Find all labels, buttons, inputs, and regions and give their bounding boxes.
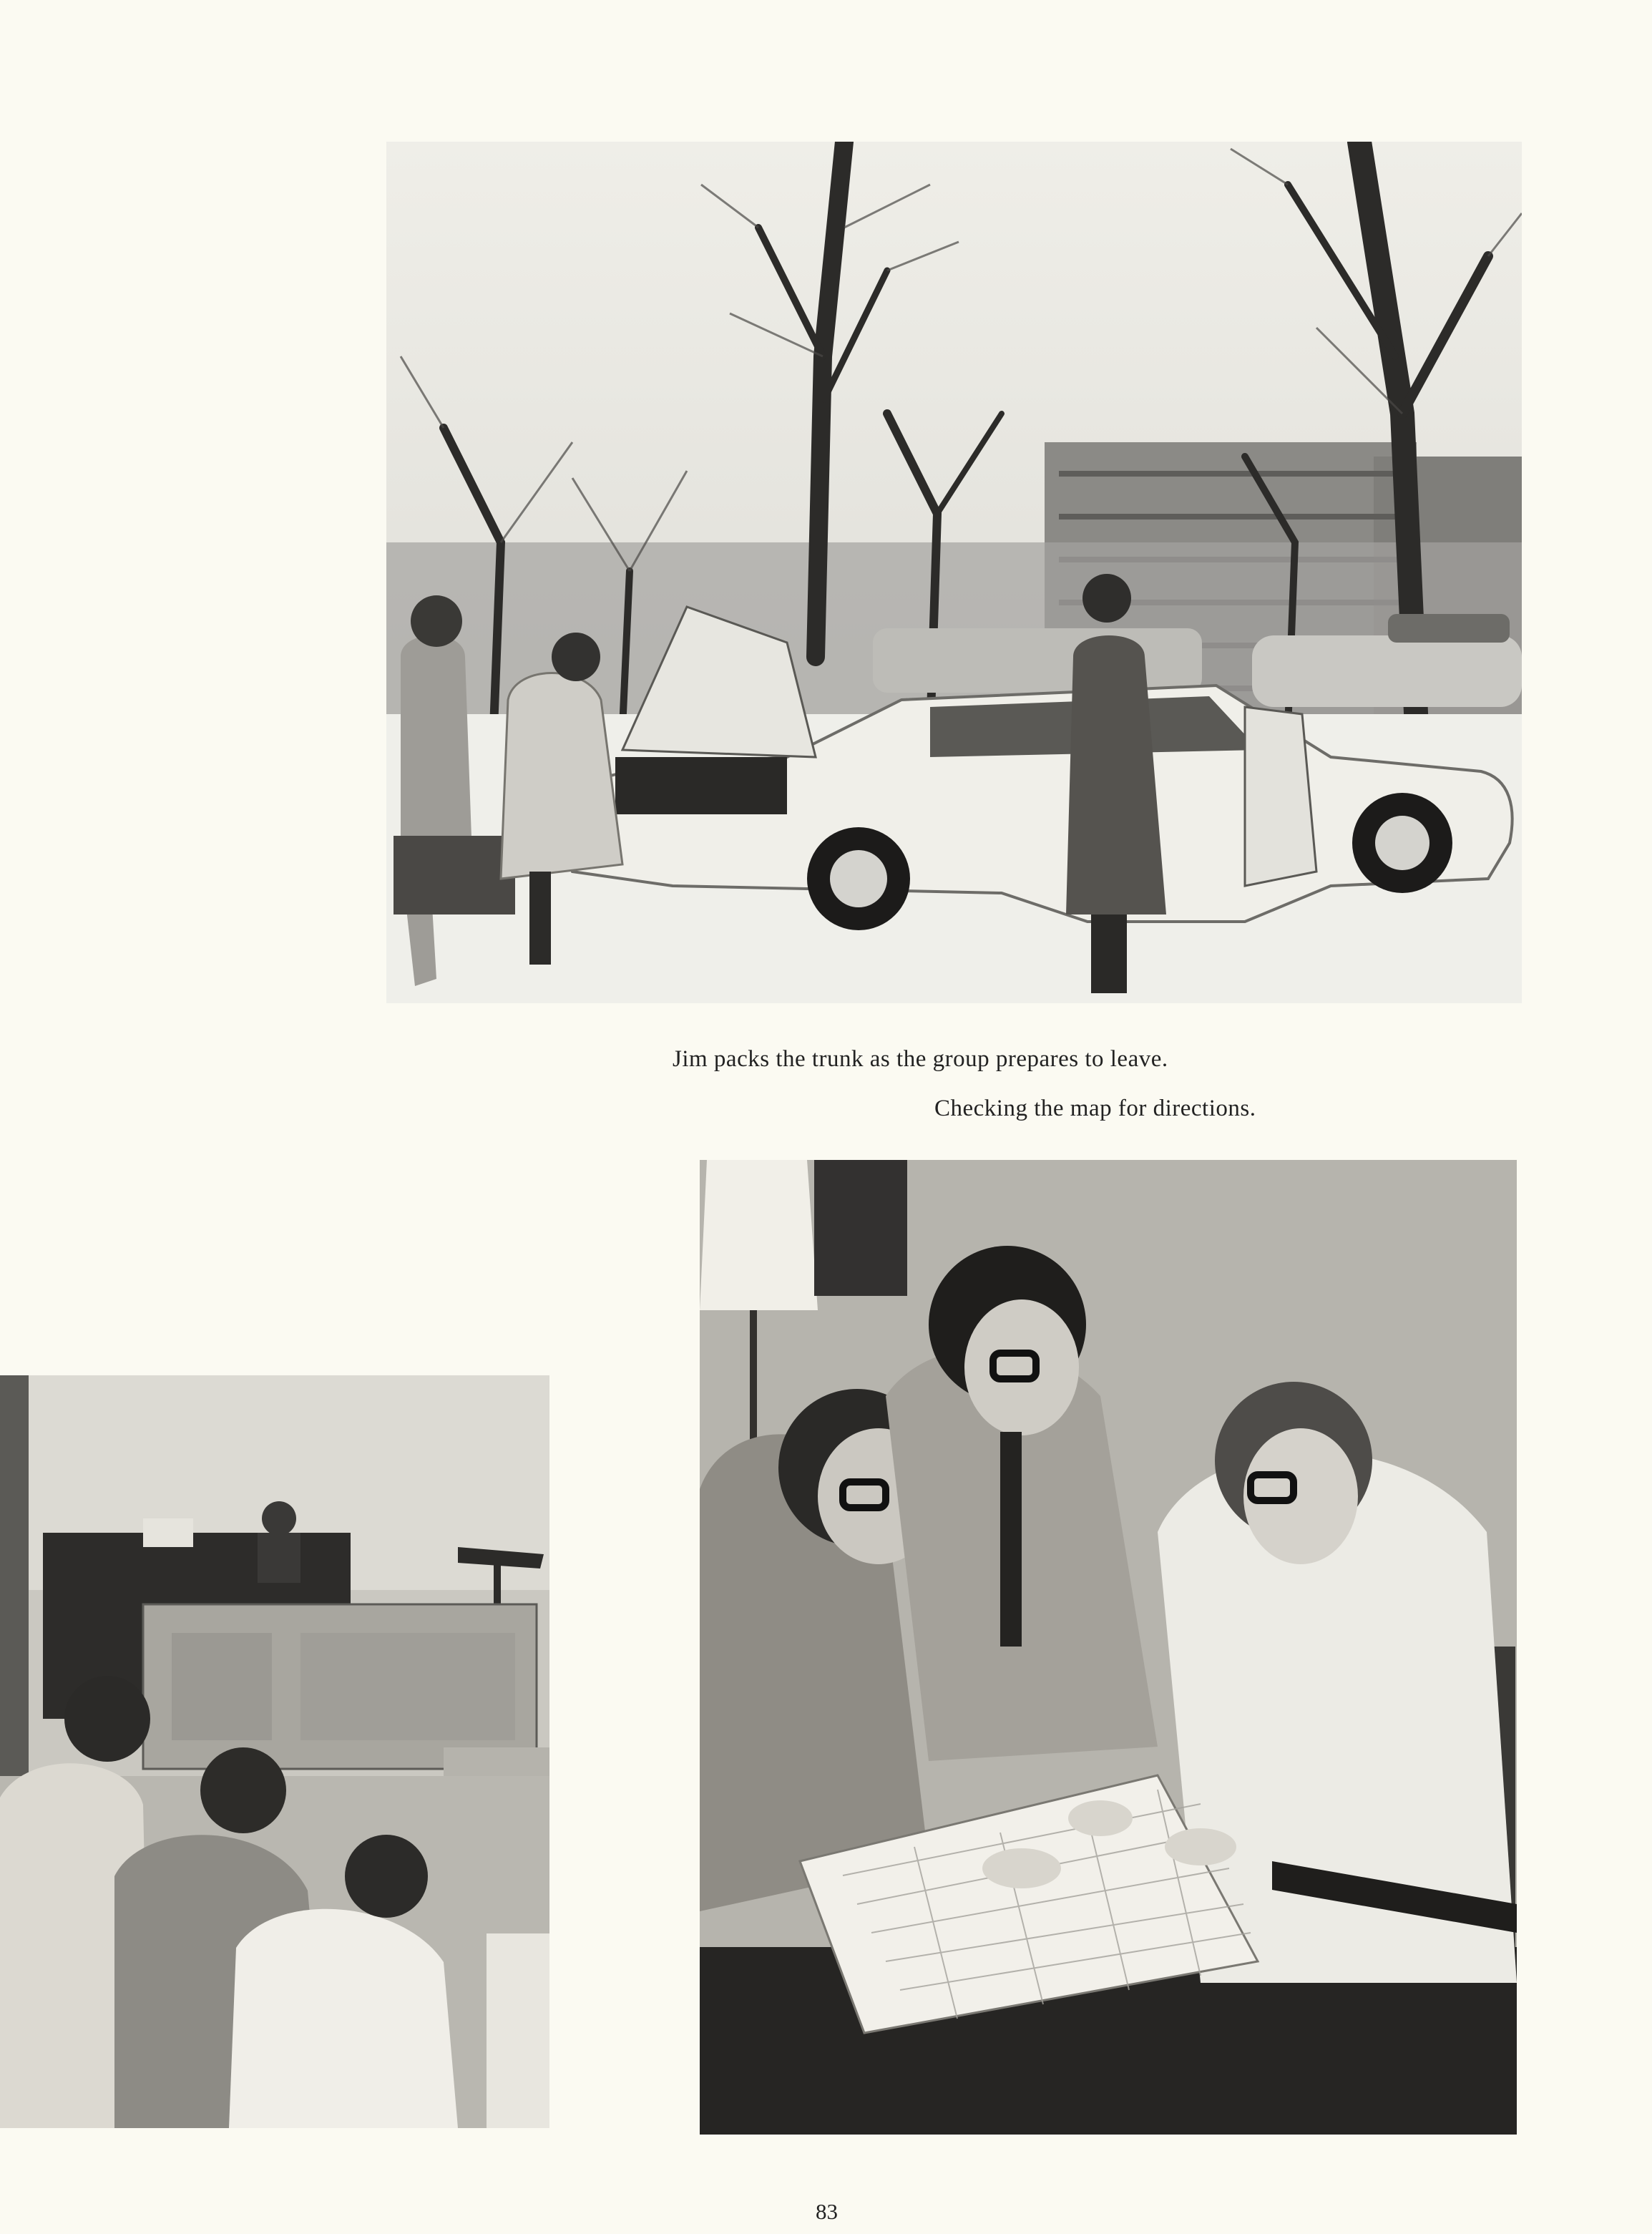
- photo-car-packing: [386, 142, 1522, 1003]
- page-number: 83: [816, 2199, 838, 2224]
- photo-map-reading: [700, 1160, 1517, 2135]
- caption-trunk: Jim packs the trunk as the group prepares to leave.: [673, 1046, 1168, 1072]
- caption-map: Checking the map for directions.: [934, 1096, 1256, 1121]
- photo-chapel-organ: [0, 1375, 549, 2128]
